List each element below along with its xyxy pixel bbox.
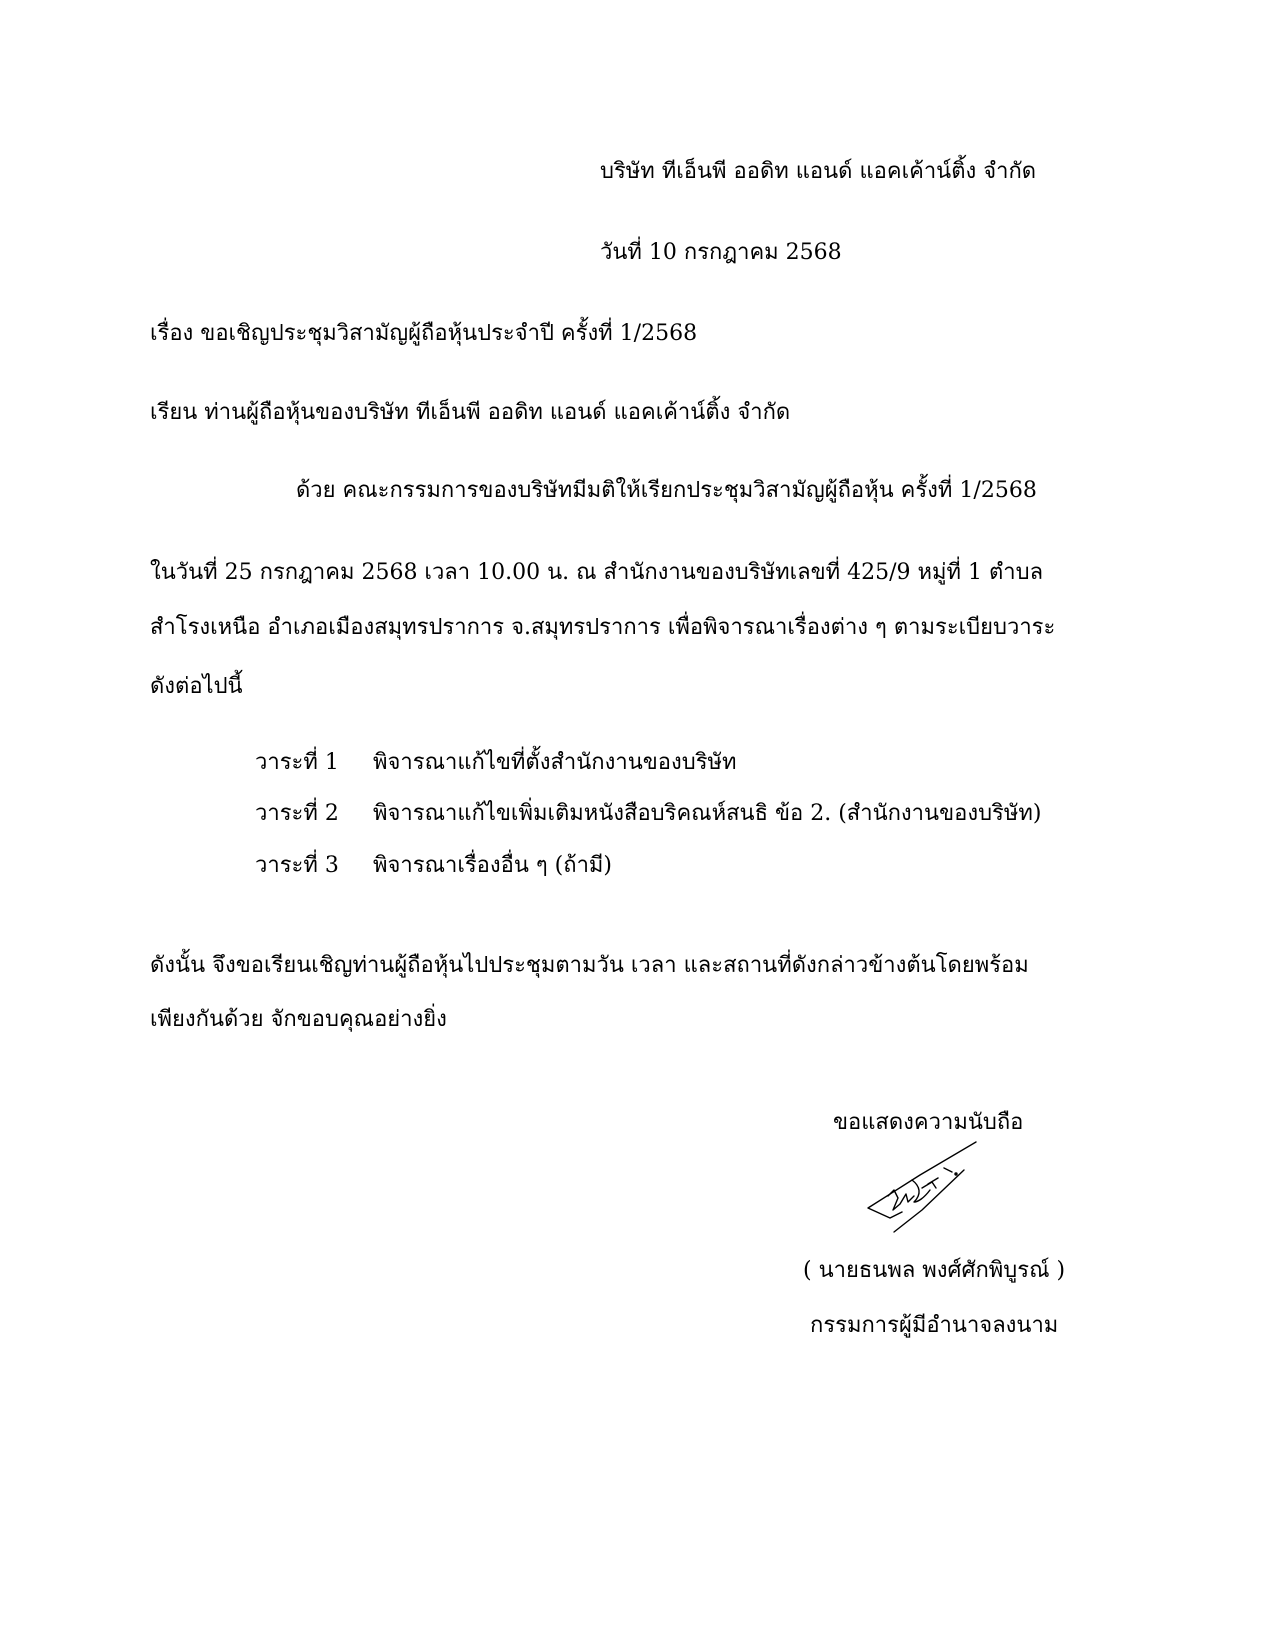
closing-line-2: เพียงกันด้วย จักขอบคุณอย่างยิ่ง — [150, 1007, 447, 1032]
agenda-text: พิจารณาเรื่องอื่น ๆ (ถ้ามี) — [373, 853, 613, 878]
agenda-text: พิจารณาแก้ไขเพิ่มเติมหนังสือบริคณห์สนธิ ข้อ 2. (สำนักงานของบริษัท) — [373, 801, 1042, 826]
company-name: บริษัท ทีเอ็นพี ออดิท แอนด์ แอคเค้าน์ติ้ง จำกัด — [600, 159, 1037, 184]
agenda-item-1 — [255, 752, 737, 774]
subject-line: เรื่อง ขอเชิญประชุมวิสามัญผู้ถือหุ้นประจำปี ครั้งที่ 1/2568 — [150, 321, 698, 346]
body-line-1: ด้วย คณะกรรมการของบริษัทมีมติให้เรียกประชุมวิสามัญผู้ถือหุ้น ครั้งที่ 1/2568 — [296, 478, 1037, 503]
body-line-4: ดังต่อไปนี้ — [150, 674, 243, 699]
agenda-item-2 — [255, 803, 1041, 825]
agenda-number: วาระที่ 1 — [255, 750, 339, 775]
body-line-3: สำโรงเหนือ อำเภอเมืองสมุทรปราการ จ.สมุทรปราการ เพื่อพิจารณาเรื่องต่าง ๆ ตามระเบียบวาระ — [150, 615, 1056, 640]
agenda-text: พิจารณาแก้ไขที่ตั้งสำนักงานของบริษัท — [373, 750, 737, 775]
agenda-number: วาระที่ 3 — [255, 853, 339, 878]
regards-text: ขอแสดงความนับถือ — [833, 1110, 1024, 1135]
signer-title: กรรมการผู้มีอำนาจลงนาม — [810, 1313, 1059, 1338]
closing-line-1: ดังนั้น จึงขอเรียนเชิญท่านผู้ถือหุ้นไปประชุมตามวัน เวลา และสถานที่ดังกล่าวข้างต้นโดยพร้อม — [150, 953, 1029, 978]
agenda-item-3 — [255, 855, 612, 877]
signature-image — [860, 1140, 985, 1235]
body-line-2: ในวันที่ 25 กรกฎาคม 2568 เวลา 10.00 น. ณ สำนักงานของบริษัทเลขที่ 425/9 หมู่ที่ 1 ตำบล — [150, 560, 1044, 585]
recipient-line: เรียน ท่านผู้ถือหุ้นของบริษัท ทีเอ็นพี ออดิท แอนด์ แอคเค้าน์ติ้ง จำกัด — [150, 400, 791, 425]
agenda-number: วาระที่ 2 — [255, 801, 339, 826]
signer-name: ( นายธนพล พงศ์ศักพิบูรณ์ ) — [803, 1258, 1066, 1283]
letter-date: วันที่ 10 กรกฎาคม 2568 — [600, 240, 842, 265]
